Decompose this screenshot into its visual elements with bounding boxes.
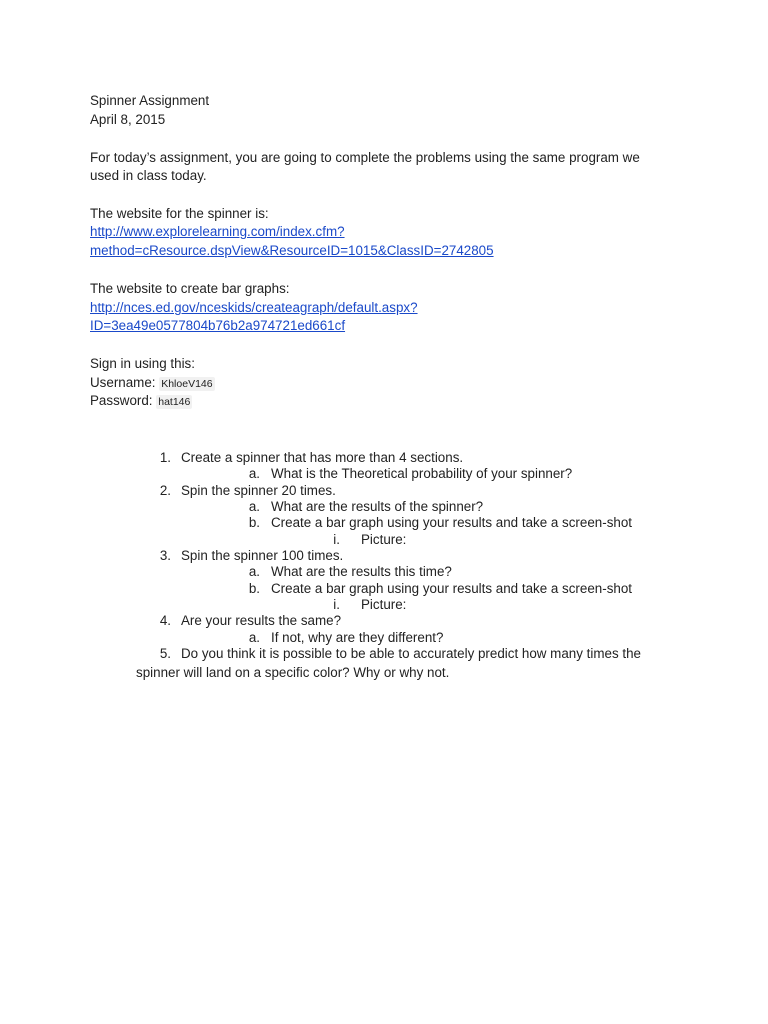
q4a-letter: a. <box>248 630 260 645</box>
q2a-text: What are the results of the spinner? <box>271 499 484 514</box>
q3bi-text: Picture: <box>361 597 407 612</box>
q4a-text: If not, why are they different? <box>271 630 444 645</box>
q5-text-line1: Do you think it is possible to be able to accurately predict how many times the <box>181 646 641 661</box>
password-line <box>90 392 192 411</box>
q1-text: Create a spinner that has more than 4 sections. <box>181 450 464 465</box>
bar-graph-website-label: The website to create bar graphs: <box>90 281 290 296</box>
q2b-letter: b. <box>248 515 260 530</box>
spinner-website-label: The website for the spinner is: <box>90 206 269 221</box>
q2b-text: Create a bar graph using your results and take a screen-shot <box>271 515 633 530</box>
q1-number: 1. <box>159 450 171 465</box>
sign-in-label: Sign in using this: <box>90 356 195 371</box>
username-line <box>90 374 215 393</box>
q3bi-numeral: i. <box>333 597 340 612</box>
q3a-text: What are the results this time? <box>271 564 452 579</box>
spinner-link-line2[interactable]: method=cResource.dspView&ResourceID=1015&ClassID=2742805 <box>90 243 494 258</box>
doc-title: Spinner Assignment <box>90 93 210 108</box>
q2bi-text: Picture: <box>361 532 407 547</box>
spinner-link-line1[interactable]: http://www.explorelearning.com/index.cfm? <box>90 224 345 239</box>
username-label: Username: <box>90 375 160 390</box>
bar-graph-link-line1[interactable]: http://nces.ed.gov/nceskids/createagraph/default.aspx? <box>90 300 418 315</box>
q2a-letter: a. <box>248 499 260 514</box>
doc-date: April 8, 2015 <box>90 112 166 127</box>
q2-number: 2. <box>159 483 171 498</box>
q5-number: 5. <box>159 646 171 661</box>
q2-text: Spin the spinner 20 times. <box>181 483 336 498</box>
q3b-letter: b. <box>248 581 260 596</box>
q4-text: Are your results the same? <box>181 613 342 628</box>
q2bi-numeral: i. <box>333 532 340 547</box>
q3a-letter: a. <box>248 564 260 579</box>
q1a-letter: a. <box>248 466 260 481</box>
q3-text: Spin the spinner 100 times. <box>181 548 344 563</box>
q5-text-line2: spinner will land on a specific color? Why or why not. <box>136 665 450 680</box>
bar-graph-link-line2[interactable]: ID=3ea49e0577804b76b2a974721ed661cf <box>90 318 346 333</box>
password-value: hat146 <box>158 396 191 408</box>
q3b-text: Create a bar graph using your results and take a screen-shot <box>271 581 633 596</box>
q4-number: 4. <box>159 613 171 628</box>
username-value: KhloeV146 <box>161 378 213 390</box>
q3-number: 3. <box>159 548 171 563</box>
q1a-text: What is the Theoretical probability of your spinner? <box>271 466 573 481</box>
intro-text-line2: used in class today. <box>90 168 207 183</box>
intro-text-line1: For today’s assignment, you are going to complete the problems using the same program we <box>90 150 640 165</box>
password-label: Password: <box>90 393 157 408</box>
